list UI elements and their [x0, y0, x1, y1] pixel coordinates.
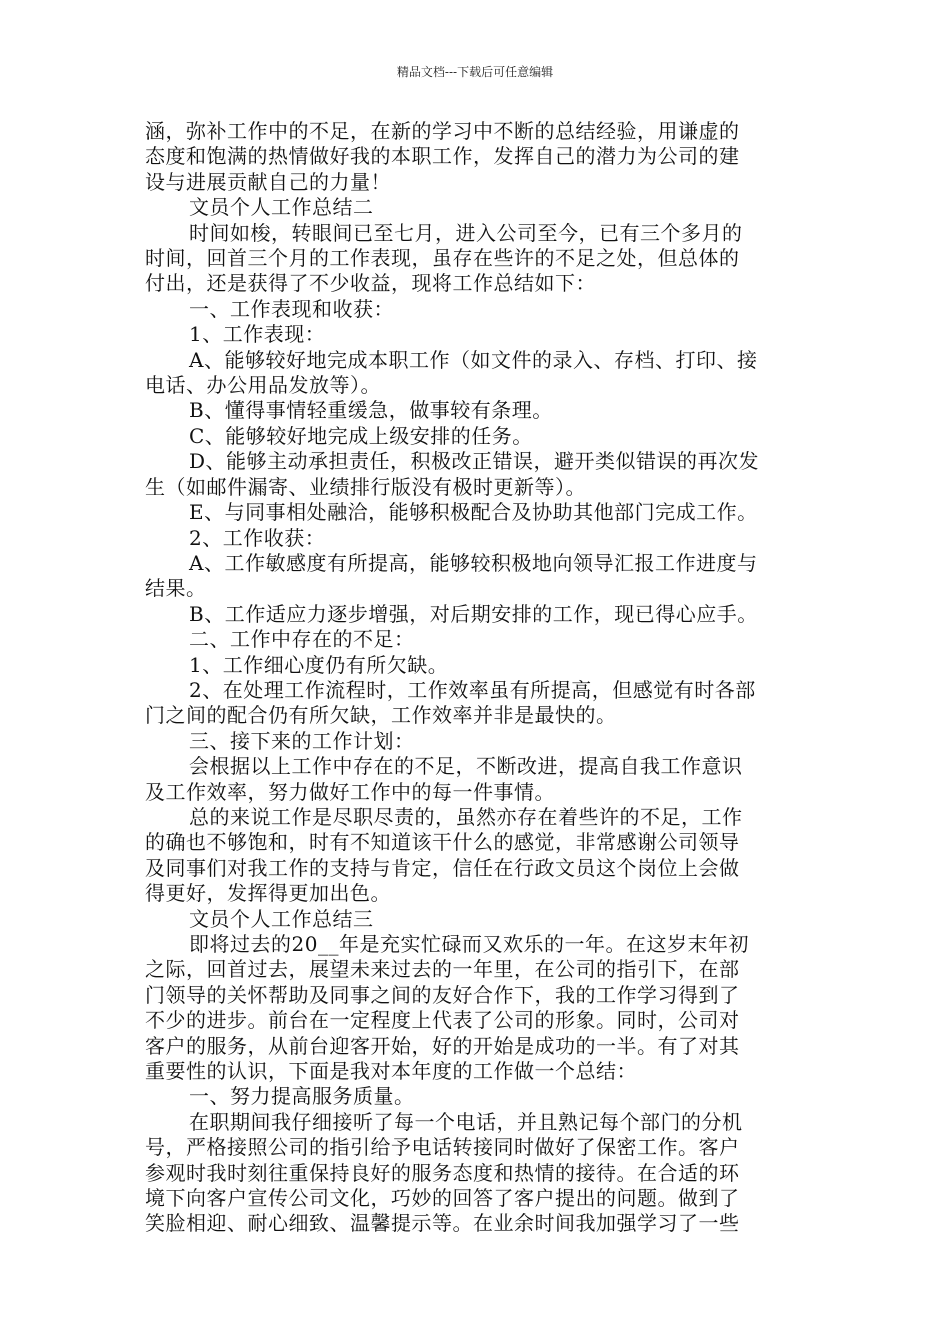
text-line: 设与进展贡献自己的力量！ — [145, 169, 391, 194]
text-line: 境下向客户宣传公司文化，巧妙的回答了客户提出的问题。做到了 — [145, 1186, 740, 1211]
text-line: 1、工作表现： — [189, 322, 326, 347]
text-line: 一、工作表现和收获： — [189, 296, 394, 321]
text-line: 付出，还是获得了不少收益，现将工作总结如下： — [145, 271, 596, 296]
text-line: A、能够较好地完成本职工作（如文件的录入、存档、打印、接 — [189, 347, 758, 372]
text-line: 二、工作中存在的不足： — [189, 627, 415, 652]
text-line: 的确也不够饱和，时有不知道该干什么的感觉，非常感谢公司领导 — [145, 830, 740, 855]
text-line: B、工作适应力逐步增强，对后期安排的工作，现已得心应手。 — [189, 601, 758, 626]
text-line: 参观时我时刻往重保持良好的服务态度和热情的接待。在合适的环 — [145, 1160, 740, 1185]
text-line: 涵，弥补工作中的不足，在新的学习中不断的总结经验，用谦虚的 — [145, 119, 740, 143]
text-line: 得更好，发挥得更加出色。 — [145, 881, 391, 906]
text-line: 文员个人工作总结二 — [189, 195, 374, 220]
text-line: 一、努力提高服务质量。 — [189, 1084, 415, 1109]
text-line: 重要性的认识，下面是我对本年度的工作做一个总结： — [145, 1059, 637, 1084]
text-line: 2、工作收获： — [189, 525, 326, 550]
text-line: 态度和饱满的热情做好我的本职工作，发挥自己的潜力为公司的建 — [145, 144, 740, 169]
text-line: 笑脸相迎、耐心细致、温馨提示等。在业余时间我加强学习了一些 — [145, 1211, 740, 1236]
text-line: 2、在处理工作流程时，工作效率虽有所提高，但感觉有时各部 — [189, 677, 756, 702]
text-line: 门领导的关怀帮助及同事之间的友好合作下，我的工作学习得到了 — [145, 982, 740, 1007]
text-line: 结果。 — [145, 576, 207, 601]
text-line: 总的来说工作是尽职尽责的，虽然亦存在着些许的不足，工作 — [189, 804, 743, 829]
text-line: 1、工作细心度仍有所欠缺。 — [189, 652, 449, 677]
text-line: 时间如梭，转眼间已至七月，进入公司至今，已有三个多月的 — [189, 220, 743, 245]
text-line: A、工作敏感度有所提高，能够较积极地向领导汇报工作进度与 — [189, 550, 758, 575]
text-line: 客户的服务，从前台迎客开始，好的开始是成功的一半。有了对其 — [145, 1033, 740, 1058]
text-line: 会根据以上工作中存在的不足，不断改进，提高自我工作意识 — [189, 754, 743, 779]
text-line: 不少的进步。前台在一定程度上代表了公司的形象。同时，公司对 — [145, 1008, 740, 1033]
text-line: 之际，回首过去，展望未来过去的一年里，在公司的指引下，在部 — [145, 957, 740, 982]
text-line: 三、接下来的工作计划： — [189, 728, 415, 753]
text-line: 及同事们对我工作的支持与肯定，信任在行政文员这个岗位上会做 — [145, 855, 740, 880]
text-line: 及工作效率，努力做好工作中的每一件事情。 — [145, 779, 555, 804]
text-line: E、与同事相处融洽，能够积极配合及协助其他部门完成工作。 — [189, 500, 758, 525]
text-line: C、能够较好地完成上级安排的任务。 — [189, 423, 533, 448]
page-header: 精品文档---下载后可任意编辑 — [396, 65, 554, 79]
text-line: 门之间的配合仍有所欠缺，工作效率并非是最快的。 — [145, 703, 617, 728]
text-line: 号，严格接照公司的指引给予电话转接同时做好了保密工作。客户 — [145, 1135, 740, 1160]
text-line: 电话、办公用品发放等）。 — [145, 373, 381, 398]
document-body — [145, 119, 810, 1237]
text-line: 文员个人工作总结三 — [189, 906, 374, 931]
text-line: 生（如邮件漏寄、业绩排行版没有极时更新等）。 — [145, 474, 586, 499]
text-line: B、懂得事情轻重缓急，做事较有条理。 — [189, 398, 553, 423]
text-line: 在职期间我仔细接听了每一个电话，并且熟记每个部门的分机 — [189, 1109, 743, 1134]
text-line: D、能够主动承担责任，积极改正错误，避开类似错误的再次发 — [189, 449, 760, 474]
text-line: 时间，回首三个月的工作表现，虽存在些许的不足之处，但总体的 — [145, 246, 740, 271]
text-line: 即将过去的20__年是充实忙碌而又欢乐的一年。在这岁末年初 — [189, 932, 749, 956]
